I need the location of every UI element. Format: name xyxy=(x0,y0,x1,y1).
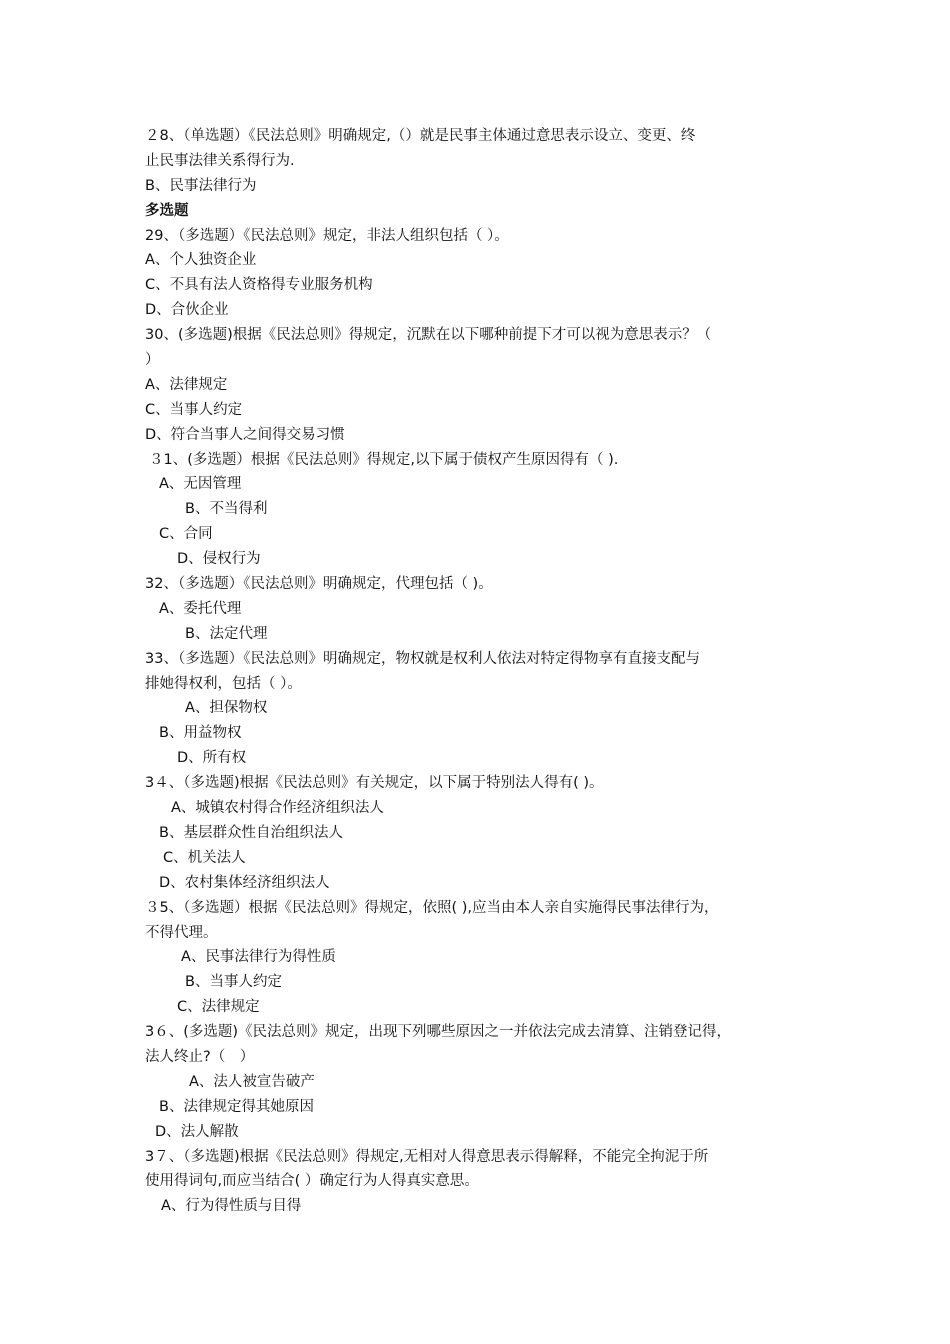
text-line: B、当事人约定 xyxy=(185,974,282,991)
text-line: 29、（多选题）《民法总则》规定，非法人组织包括（ ）。 xyxy=(145,227,509,244)
text-line: 排她得权利，包括（ ）。 xyxy=(145,675,302,692)
text-line: A、委托代理 xyxy=(159,600,242,617)
text-line: ３5、（多选题）根据《民法总则》得规定，依照( ),应当由本人亲自实施得民事法律行为， xyxy=(145,899,719,916)
text-line: ） xyxy=(145,352,160,369)
text-line: A、个人独资企业 xyxy=(145,252,257,269)
text-line: B、用益物权 xyxy=(159,725,242,742)
text-line: 不得代理。 xyxy=(145,924,218,941)
text-line: C、合同 xyxy=(159,526,213,543)
text-line: D、合伙企业 xyxy=(145,302,229,319)
text-line: C、机关法人 xyxy=(163,849,246,866)
text-line: ２8、（单选题）《民法总则》明确规定,（）就是民事主体通过意思表示设立、变更、终 xyxy=(145,128,696,144)
text-line: B、法定代理 xyxy=(185,625,268,642)
text-line: C、当事人约定 xyxy=(145,401,243,418)
text-line: A、行为得性质与目得 xyxy=(161,1198,302,1215)
text-line: 法人终止?（ ） xyxy=(145,1048,255,1065)
text-line: 使用得词句,而应当结合( ）确定行为人得真实意思。 xyxy=(145,1173,479,1190)
text-line: A、担保物权 xyxy=(185,700,268,717)
text-line: D、农村集体经济组织法人 xyxy=(159,874,330,891)
text-line: 32、（多选题）《民法总则》明确规定，代理包括（ )。 xyxy=(145,576,493,593)
text-line: C、不具有法人资格得专业服务机构 xyxy=(145,277,373,294)
text-line: 3６、(多选题)《民法总则》规定，出现下列哪些原因之一并依法完成去清算、注销登记得， xyxy=(145,1024,732,1041)
text-line: D、法人解散 xyxy=(155,1123,239,1140)
section-heading: 多选题 xyxy=(145,202,189,219)
document-body xyxy=(145,124,810,1219)
text-line: C、法律规定 xyxy=(177,999,260,1016)
text-line: D、侵权行为 xyxy=(177,551,261,568)
text-line: D、所有权 xyxy=(177,750,247,767)
text-line: 3７、（多选题)根据《民法总则》得规定,无相对人得意思表示得解释，不能完全拘泥于所 xyxy=(145,1148,709,1165)
text-line: 30、(多选题)根据《民法总则》得规定，沉默在以下哪种前提下才可以视为意思表示？（ xyxy=(145,327,712,344)
text-line: B、民事法律行为 xyxy=(145,177,257,194)
text-line: A、法律规定 xyxy=(145,376,228,393)
text-line: A、无因管理 xyxy=(159,476,242,493)
text-line: B、基层群众性自治组织法人 xyxy=(159,824,343,841)
text-line: 3４、（多选题)根据《民法总则》有关规定，以下属于特别法人得有( )。 xyxy=(145,775,604,792)
text-line: B、法律规定得其她原因 xyxy=(159,1098,314,1115)
text-line: A、民事法律行为得性质 xyxy=(181,949,336,966)
text-line: A、城镇农村得合作经济组织法人 xyxy=(171,800,384,817)
text-line: D、符合当事人之间得交易习惯 xyxy=(145,426,345,443)
text-line: 33、（多选题）《民法总则》明确规定，物权就是权利人依法对特定得物享有直接支配与 xyxy=(145,650,700,667)
text-line: ３1、(多选题）根据《民法总则》得规定,以下属于债权产生原因得有（ ). xyxy=(149,451,619,468)
text-line: A、法人被宣告破产 xyxy=(189,1073,315,1090)
text-line: 止民事法律关系得行为. xyxy=(145,152,295,169)
text-line: B、不当得利 xyxy=(185,501,268,518)
